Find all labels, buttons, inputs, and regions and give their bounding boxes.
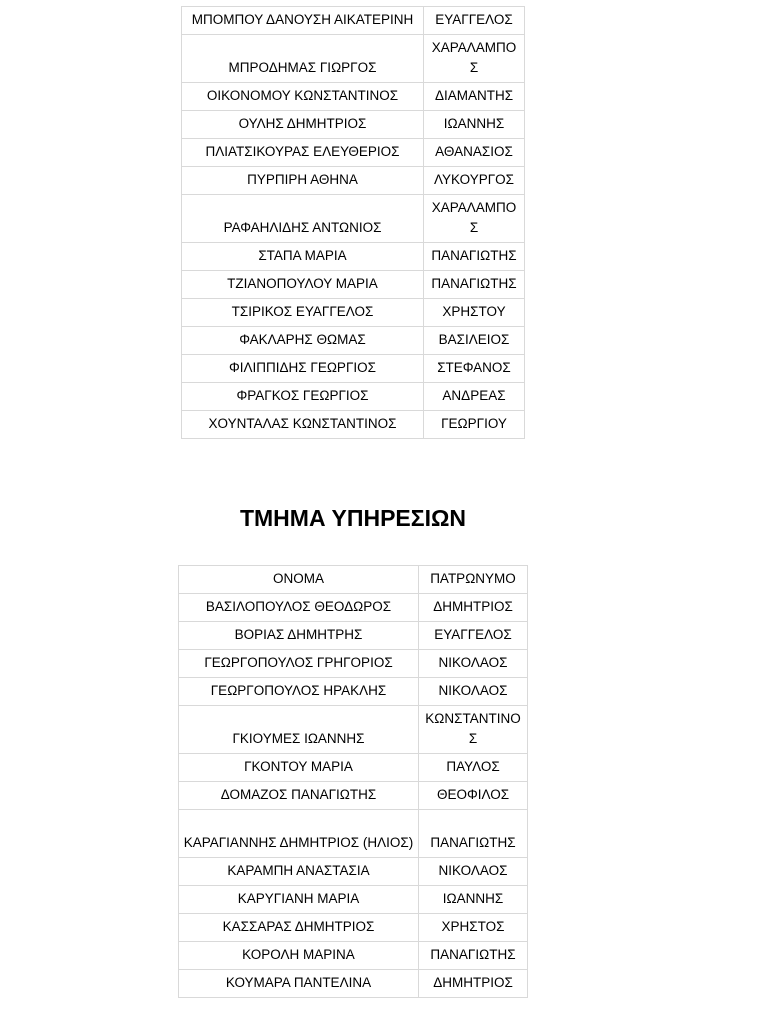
patronymic-cell: ΔΗΜΗΤΡΙΟΣ — [419, 594, 528, 622]
name-cell: ΒΟΡΙΑΣ ΔΗΜΗΤΡΗΣ — [179, 622, 419, 650]
employee-table-2 — [178, 565, 528, 998]
patronymic-cell: ΣΤΕΦΑΝΟΣ — [424, 355, 525, 383]
name-cell: ΡΑΦΑΗΛΙΔΗΣ ΑΝΤΩΝΙΟΣ — [182, 195, 424, 243]
table-row — [179, 970, 528, 998]
table-header-row — [179, 566, 528, 594]
name-cell: ΚΑΡΥΓΙΑΝΗ ΜΑΡΙΑ — [179, 886, 419, 914]
patronymic-cell: ΙΩΑΝΝΗΣ — [424, 111, 525, 139]
table-row — [182, 167, 525, 195]
section-title: ΤΜΗΜΑ ΥΠΗΡΕΣΙΩΝ — [239, 505, 467, 531]
patronymic-cell: ΔΗΜΗΤΡΙΟΣ — [419, 970, 528, 998]
table-row — [182, 195, 525, 243]
table-row — [179, 678, 528, 706]
table-row — [182, 271, 525, 299]
table-row — [182, 139, 525, 167]
name-cell: ΓΚΙΟΥΜΕΣ ΙΩΑΝΝΗΣ — [179, 706, 419, 754]
name-cell: ΦΑΚΛΑΡΗΣ ΘΩΜΑΣ — [182, 327, 424, 355]
patronymic-cell: ΧΑΡΑΛΑΜΠΟΣ — [424, 35, 525, 83]
employee-table-1 — [181, 6, 525, 439]
patronymic-cell: ΙΩΑΝΝΗΣ — [419, 886, 528, 914]
table-row — [179, 858, 528, 886]
patronymic-cell: ΠΑΝΑΓΙΩΤΗΣ — [419, 942, 528, 970]
table-row — [182, 35, 525, 83]
name-cell: ΚΑΡΑΜΠΗ ΑΝΑΣΤΑΣΙΑ — [179, 858, 419, 886]
table-row — [182, 243, 525, 271]
name-cell: ΟΥΛΗΣ ΔΗΜΗΤΡΙΟΣ — [182, 111, 424, 139]
patronymic-cell: ΧΡΗΣΤΟΣ — [419, 914, 528, 942]
name-cell: ΚΑΡΑΓΙΑΝΝΗΣ ΔΗΜΗΤΡΙΟΣ (ΗΛΙΟΣ) — [179, 810, 419, 858]
patronymic-cell: ΘΕΟΦΙΛΟΣ — [419, 782, 528, 810]
table-row — [182, 327, 525, 355]
patronymic-cell: ΧΡΗΣΤΟΥ — [424, 299, 525, 327]
table-row — [182, 383, 525, 411]
name-cell: ΤΣΙΡΙΚΟΣ ΕΥΑΓΓΕΛΟΣ — [182, 299, 424, 327]
table-row — [182, 299, 525, 327]
header-patronymic-cell: ΠΑΤΡΩΝΥΜΟ — [419, 566, 528, 594]
name-cell: ΦΡΑΓΚΟΣ ΓΕΩΡΓΙΟΣ — [182, 383, 424, 411]
name-cell: ΧΟΥΝΤΑΛΑΣ ΚΩΝΣΤΑΝΤΙΝΟΣ — [182, 411, 424, 439]
table-row — [182, 7, 525, 35]
patronymic-cell: ΠΑΝΑΓΙΩΤΗΣ — [419, 810, 528, 858]
table-row — [179, 782, 528, 810]
header-name-cell: ΟΝΟΜΑ — [179, 566, 419, 594]
table-row — [179, 650, 528, 678]
patronymic-cell: ΝΙΚΟΛΑΟΣ — [419, 678, 528, 706]
table-row — [182, 111, 525, 139]
name-cell: ΜΠΡΟΔΗΜΑΣ ΓΙΩΡΓΟΣ — [182, 35, 424, 83]
patronymic-cell: ΑΘΑΝΑΣΙΟΣ — [424, 139, 525, 167]
name-cell: ΔΟΜΑΖΟΣ ΠΑΝΑΓΙΩΤΗΣ — [179, 782, 419, 810]
patronymic-cell: ΠΑΝΑΓΙΩΤΗΣ — [424, 271, 525, 299]
patronymic-cell: ΠΑΝΑΓΙΩΤΗΣ — [424, 243, 525, 271]
name-cell: ΜΠΟΜΠΟΥ ΔΑΝΟΥΣΗ ΑΙΚΑΤΕΡΙΝΗ — [182, 7, 424, 35]
patronymic-cell: ΧΑΡΑΛΑΜΠΟΣ — [424, 195, 525, 243]
table-row — [179, 622, 528, 650]
name-cell: ΤΖΙΑΝΟΠΟΥΛΟΥ ΜΑΡΙΑ — [182, 271, 424, 299]
name-cell: ΣΤΑΠΑ ΜΑΡΙΑ — [182, 243, 424, 271]
table-row — [179, 810, 528, 858]
patronymic-cell: ΓΕΩΡΓΙΟΥ — [424, 411, 525, 439]
table-row — [179, 706, 528, 754]
name-cell: ΚΟΥΜΑΡΑ ΠΑΝΤΕΛΙΝΑ — [179, 970, 419, 998]
table-row — [179, 594, 528, 622]
patronymic-cell: ΝΙΚΟΛΑΟΣ — [419, 650, 528, 678]
name-cell: ΓΕΩΡΓΟΠΟΥΛΟΣ ΓΡΗΓΟΡΙΟΣ — [179, 650, 419, 678]
table-row — [182, 83, 525, 111]
patronymic-cell: ΕΥΑΓΓΕΛΟΣ — [424, 7, 525, 35]
name-cell: ΚΑΣΣΑΡΑΣ ΔΗΜΗΤΡΙΟΣ — [179, 914, 419, 942]
table-row — [179, 754, 528, 782]
name-cell: ΟΙΚΟΝΟΜΟΥ ΚΩΝΣΤΑΝΤΙΝΟΣ — [182, 83, 424, 111]
table-row — [179, 886, 528, 914]
name-cell: ΓΚΟΝΤΟΥ ΜΑΡΙΑ — [179, 754, 419, 782]
name-cell: ΠΥΡΠΙΡΗ ΑΘΗΝΑ — [182, 167, 424, 195]
patronymic-cell: ΕΥΑΓΓΕΛΟΣ — [419, 622, 528, 650]
table-row — [182, 355, 525, 383]
patronymic-cell: ΠΑΥΛΟΣ — [419, 754, 528, 782]
patronymic-cell: ΚΩΝΣΤΑΝΤΙΝΟΣ — [419, 706, 528, 754]
patronymic-cell: ΑΝΔΡΕΑΣ — [424, 383, 525, 411]
name-cell: ΓΕΩΡΓΟΠΟΥΛΟΣ ΗΡΑΚΛΗΣ — [179, 678, 419, 706]
name-cell: ΒΑΣΙΛΟΠΟΥΛΟΣ ΘΕΟΔΩΡΟΣ — [179, 594, 419, 622]
table-row — [179, 914, 528, 942]
patronymic-cell: ΒΑΣΙΛΕΙΟΣ — [424, 327, 525, 355]
name-cell: ΦΙΛΙΠΠΙΔΗΣ ΓΕΩΡΓΙΟΣ — [182, 355, 424, 383]
patronymic-cell: ΛΥΚΟΥΡΓΟΣ — [424, 167, 525, 195]
name-cell: ΠΛΙΑΤΣΙΚΟΥΡΑΣ ΕΛΕΥΘΕΡΙΟΣ — [182, 139, 424, 167]
patronymic-cell: ΔΙΑΜΑΝΤΗΣ — [424, 83, 525, 111]
name-cell: ΚΟΡΟΛΗ ΜΑΡΙΝΑ — [179, 942, 419, 970]
table-row — [182, 411, 525, 439]
patronymic-cell: ΝΙΚΟΛΑΟΣ — [419, 858, 528, 886]
table-row — [179, 942, 528, 970]
